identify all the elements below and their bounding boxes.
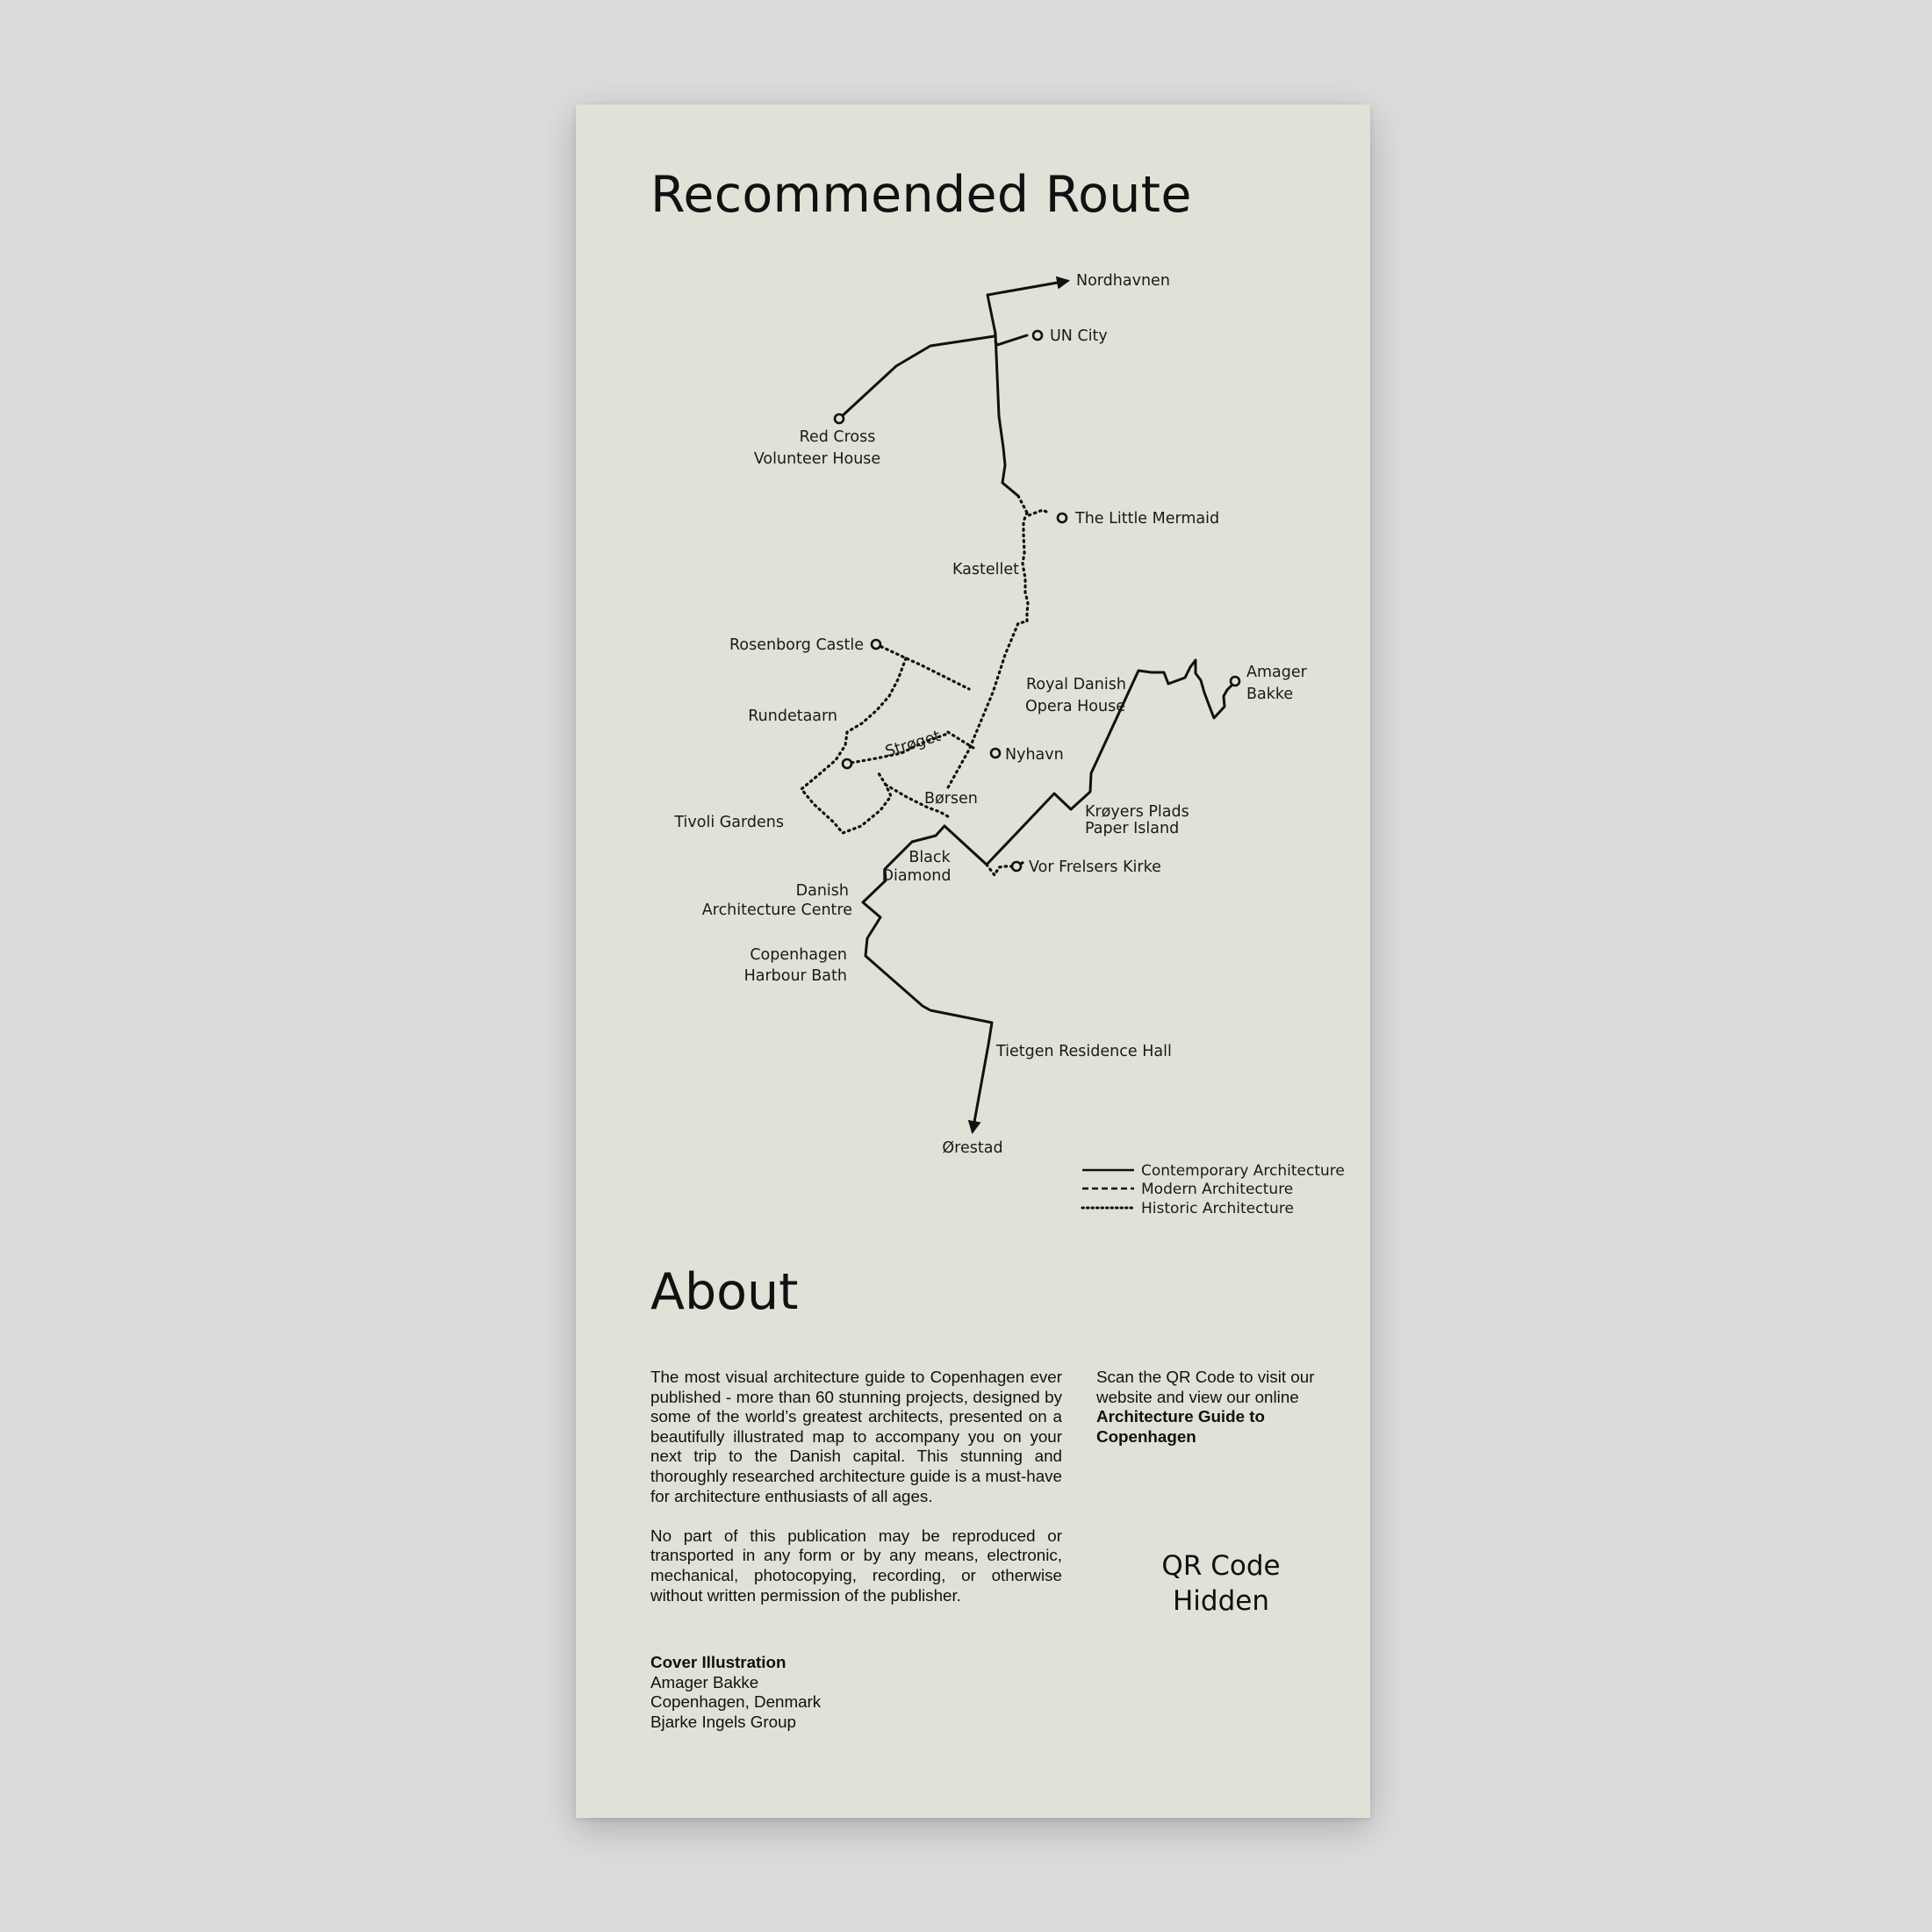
label-rosenborg: Rosenborg Castle	[729, 636, 864, 654]
legend-contemporary: Contemporary Architecture	[1141, 1162, 1345, 1180]
route-map	[576, 104, 1370, 1246]
label-red-cross-2: Volunteer House	[753, 450, 881, 468]
label-un-city: UN City	[1050, 327, 1108, 345]
route-title: Recommended Route	[650, 166, 1192, 224]
label-borsen: Børsen	[924, 790, 978, 808]
stop-stroget[interactable]	[843, 759, 851, 768]
stop-little-mermaid[interactable]	[1058, 514, 1067, 522]
label-harbour-bath-1: Copenhagen	[750, 946, 847, 964]
route-nordhavnen-branch	[988, 281, 1067, 334]
label-stroget: Strøget	[883, 727, 943, 761]
label-tivoli: Tivoli Gardens	[674, 814, 784, 831]
label-royal-opera-2: Opera House	[1025, 698, 1125, 715]
about-paragraph-2: No part of this publication may be reproduced or transported in any form or by any means, electronic, mechanical, photocopying, recording, or otherwise without written permission of the publisher.	[650, 1526, 1062, 1605]
route-north-main	[839, 334, 995, 419]
historic-route	[801, 496, 1050, 875]
label-nordhavnen: Nordhavnen	[1076, 272, 1170, 290]
label-amager-1: Amager	[1246, 664, 1307, 681]
label-kastellet: Kastellet	[952, 561, 1019, 578]
label-black-diamond-1: Black	[909, 849, 951, 866]
label-dac-2: Architecture Centre	[701, 901, 852, 919]
label-orestad: Ørestad	[942, 1139, 1003, 1157]
route-un-city-branch	[995, 335, 1027, 345]
about-text	[650, 1368, 1062, 1626]
cover-credits	[650, 1653, 821, 1732]
about-title: About	[650, 1263, 799, 1321]
qr-placeholder-line-2: Hidden	[1173, 1585, 1269, 1617]
stop-un-city[interactable]	[1033, 331, 1042, 340]
label-dac-1: Danish	[795, 882, 849, 900]
label-amager-2: Bakke	[1246, 686, 1294, 703]
stop-rosenborg[interactable]	[872, 640, 880, 649]
legend	[1082, 1162, 1345, 1217]
route-little-mermaid-branch	[1018, 496, 1050, 515]
about-paragraph-1: The most visual architecture guide to Copenhagen ever published - more than 60 stunning projects, designed by some of the world’s greatest architects, presented on a beautifully illustrated map to accompany you on your next trip to the Danish capital. This stunning and thoroughly researched architecture guide is a must-have for architecture enthusiasts of all ages.	[650, 1368, 1062, 1505]
credits-line-1: Amager Bakke	[650, 1672, 759, 1691]
qr-placeholder-line-1: QR Code	[1161, 1550, 1281, 1582]
stop-amager-bakke[interactable]	[1231, 677, 1239, 686]
credits-heading: Cover Illustration	[650, 1653, 786, 1671]
qr-instructions	[1096, 1368, 1347, 1447]
label-rundetaarn: Rundetaarn	[748, 707, 837, 725]
label-royal-opera-1: Royal Danish	[1026, 676, 1126, 693]
route-north-trunk	[995, 334, 1018, 496]
label-nyhavn: Nyhavn	[1005, 746, 1064, 764]
label-harbour-bath-2: Harbour Bath	[743, 967, 847, 985]
stop-red-cross[interactable]	[835, 414, 844, 423]
credits-line-3: Bjarke Ingels Group	[650, 1712, 796, 1731]
stop-nyhavn[interactable]	[991, 749, 1000, 758]
brochure-page	[576, 104, 1370, 1818]
label-little-mermaid: The Little Mermaid	[1075, 510, 1220, 528]
label-kroyers-1: Krøyers Plads	[1085, 803, 1189, 821]
label-vor-frelsers: Vor Frelsers Kirke	[1029, 858, 1161, 876]
route-rosenborg	[876, 644, 969, 689]
legend-modern: Modern Architecture	[1141, 1181, 1294, 1198]
credits-line-2: Copenhagen, Denmark	[650, 1692, 822, 1712]
label-kroyers-2: Paper Island	[1085, 820, 1180, 837]
qr-link-text[interactable]: Architecture Guide to Copenhagen	[1096, 1407, 1266, 1446]
label-red-cross-1: Red Cross	[799, 428, 876, 446]
qr-code-placeholder[interactable]	[1138, 1548, 1304, 1619]
stop-vor-frelsers[interactable]	[1012, 862, 1021, 871]
label-black-diamond-2: Diamond	[881, 867, 952, 885]
route-nyhavn	[948, 732, 973, 748]
label-tietgen: Tietgen Residence Hall	[996, 1043, 1172, 1060]
qr-text: Scan the QR Code to visit our website and view our online	[1096, 1368, 1315, 1406]
legend-historic: Historic Architecture	[1141, 1200, 1294, 1217]
